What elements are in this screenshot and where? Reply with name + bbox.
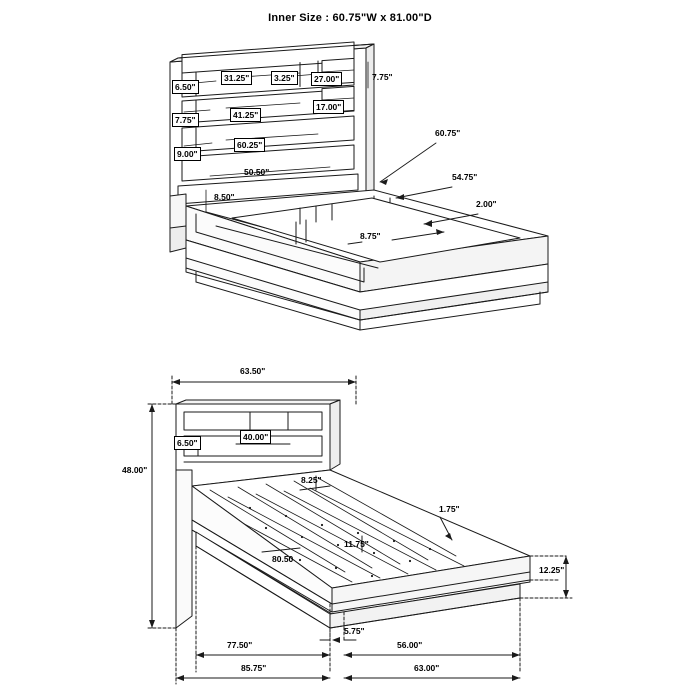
dim-label-12-25: 12.25" — [539, 565, 565, 575]
dim-label-63-50: 63.50" — [240, 366, 266, 376]
dim-label-60-25: 60.25" — [234, 138, 265, 152]
top-view-bed — [170, 42, 548, 330]
dim-label-3-25: 3.25" — [271, 71, 298, 85]
dim-label-63-00: 63.00" — [414, 663, 440, 673]
dim-label-56-00: 56.00" — [397, 640, 423, 650]
page-title: Inner Size : 60.75"W x 81.00"D — [268, 12, 432, 24]
dim-label-8-25: 8.25" — [301, 475, 322, 485]
dim-label-9-00: 9.00" — [174, 147, 201, 161]
dim-label-5-75: 5.75" — [344, 626, 365, 636]
dim-label-85-75: 85.75" — [241, 663, 267, 673]
dim-label-8-50: 8.50" — [214, 192, 235, 202]
dim-label-7-75-left: 7.75" — [172, 113, 199, 127]
dim-label-2-00: 2.00" — [476, 199, 497, 209]
dim-label-40-00: 40.00" — [240, 430, 271, 444]
dim-label-60-75: 60.75" — [435, 128, 461, 138]
dim-label-6-50-top: 6.50" — [172, 80, 199, 94]
dim-label-8-75: 8.75" — [360, 231, 381, 241]
dim-label-11-75: 11.75" — [344, 539, 369, 549]
dim-label-48-00: 48.00" — [122, 465, 148, 475]
dim-label-77-50: 77.50" — [227, 640, 253, 650]
dim-label-27-00: 27.00" — [311, 72, 342, 86]
dim-label-6-50-bottom: 6.50" — [174, 436, 201, 450]
dim-label-54-75: 54.75" — [452, 172, 478, 182]
dim-label-7-75-top: 7.75" — [372, 72, 393, 82]
bottom-view-bed — [146, 376, 572, 684]
dim-label-80-50: 80.50 — [272, 554, 294, 564]
dim-label-1-75: 1.75" — [439, 504, 460, 514]
dim-label-41-25: 41.25" — [230, 108, 261, 122]
dim-label-17-00: 17.00" — [313, 100, 344, 114]
dim-label-50-50: 50.50" — [244, 167, 270, 177]
dim-label-31-25: 31.25" — [221, 71, 252, 85]
